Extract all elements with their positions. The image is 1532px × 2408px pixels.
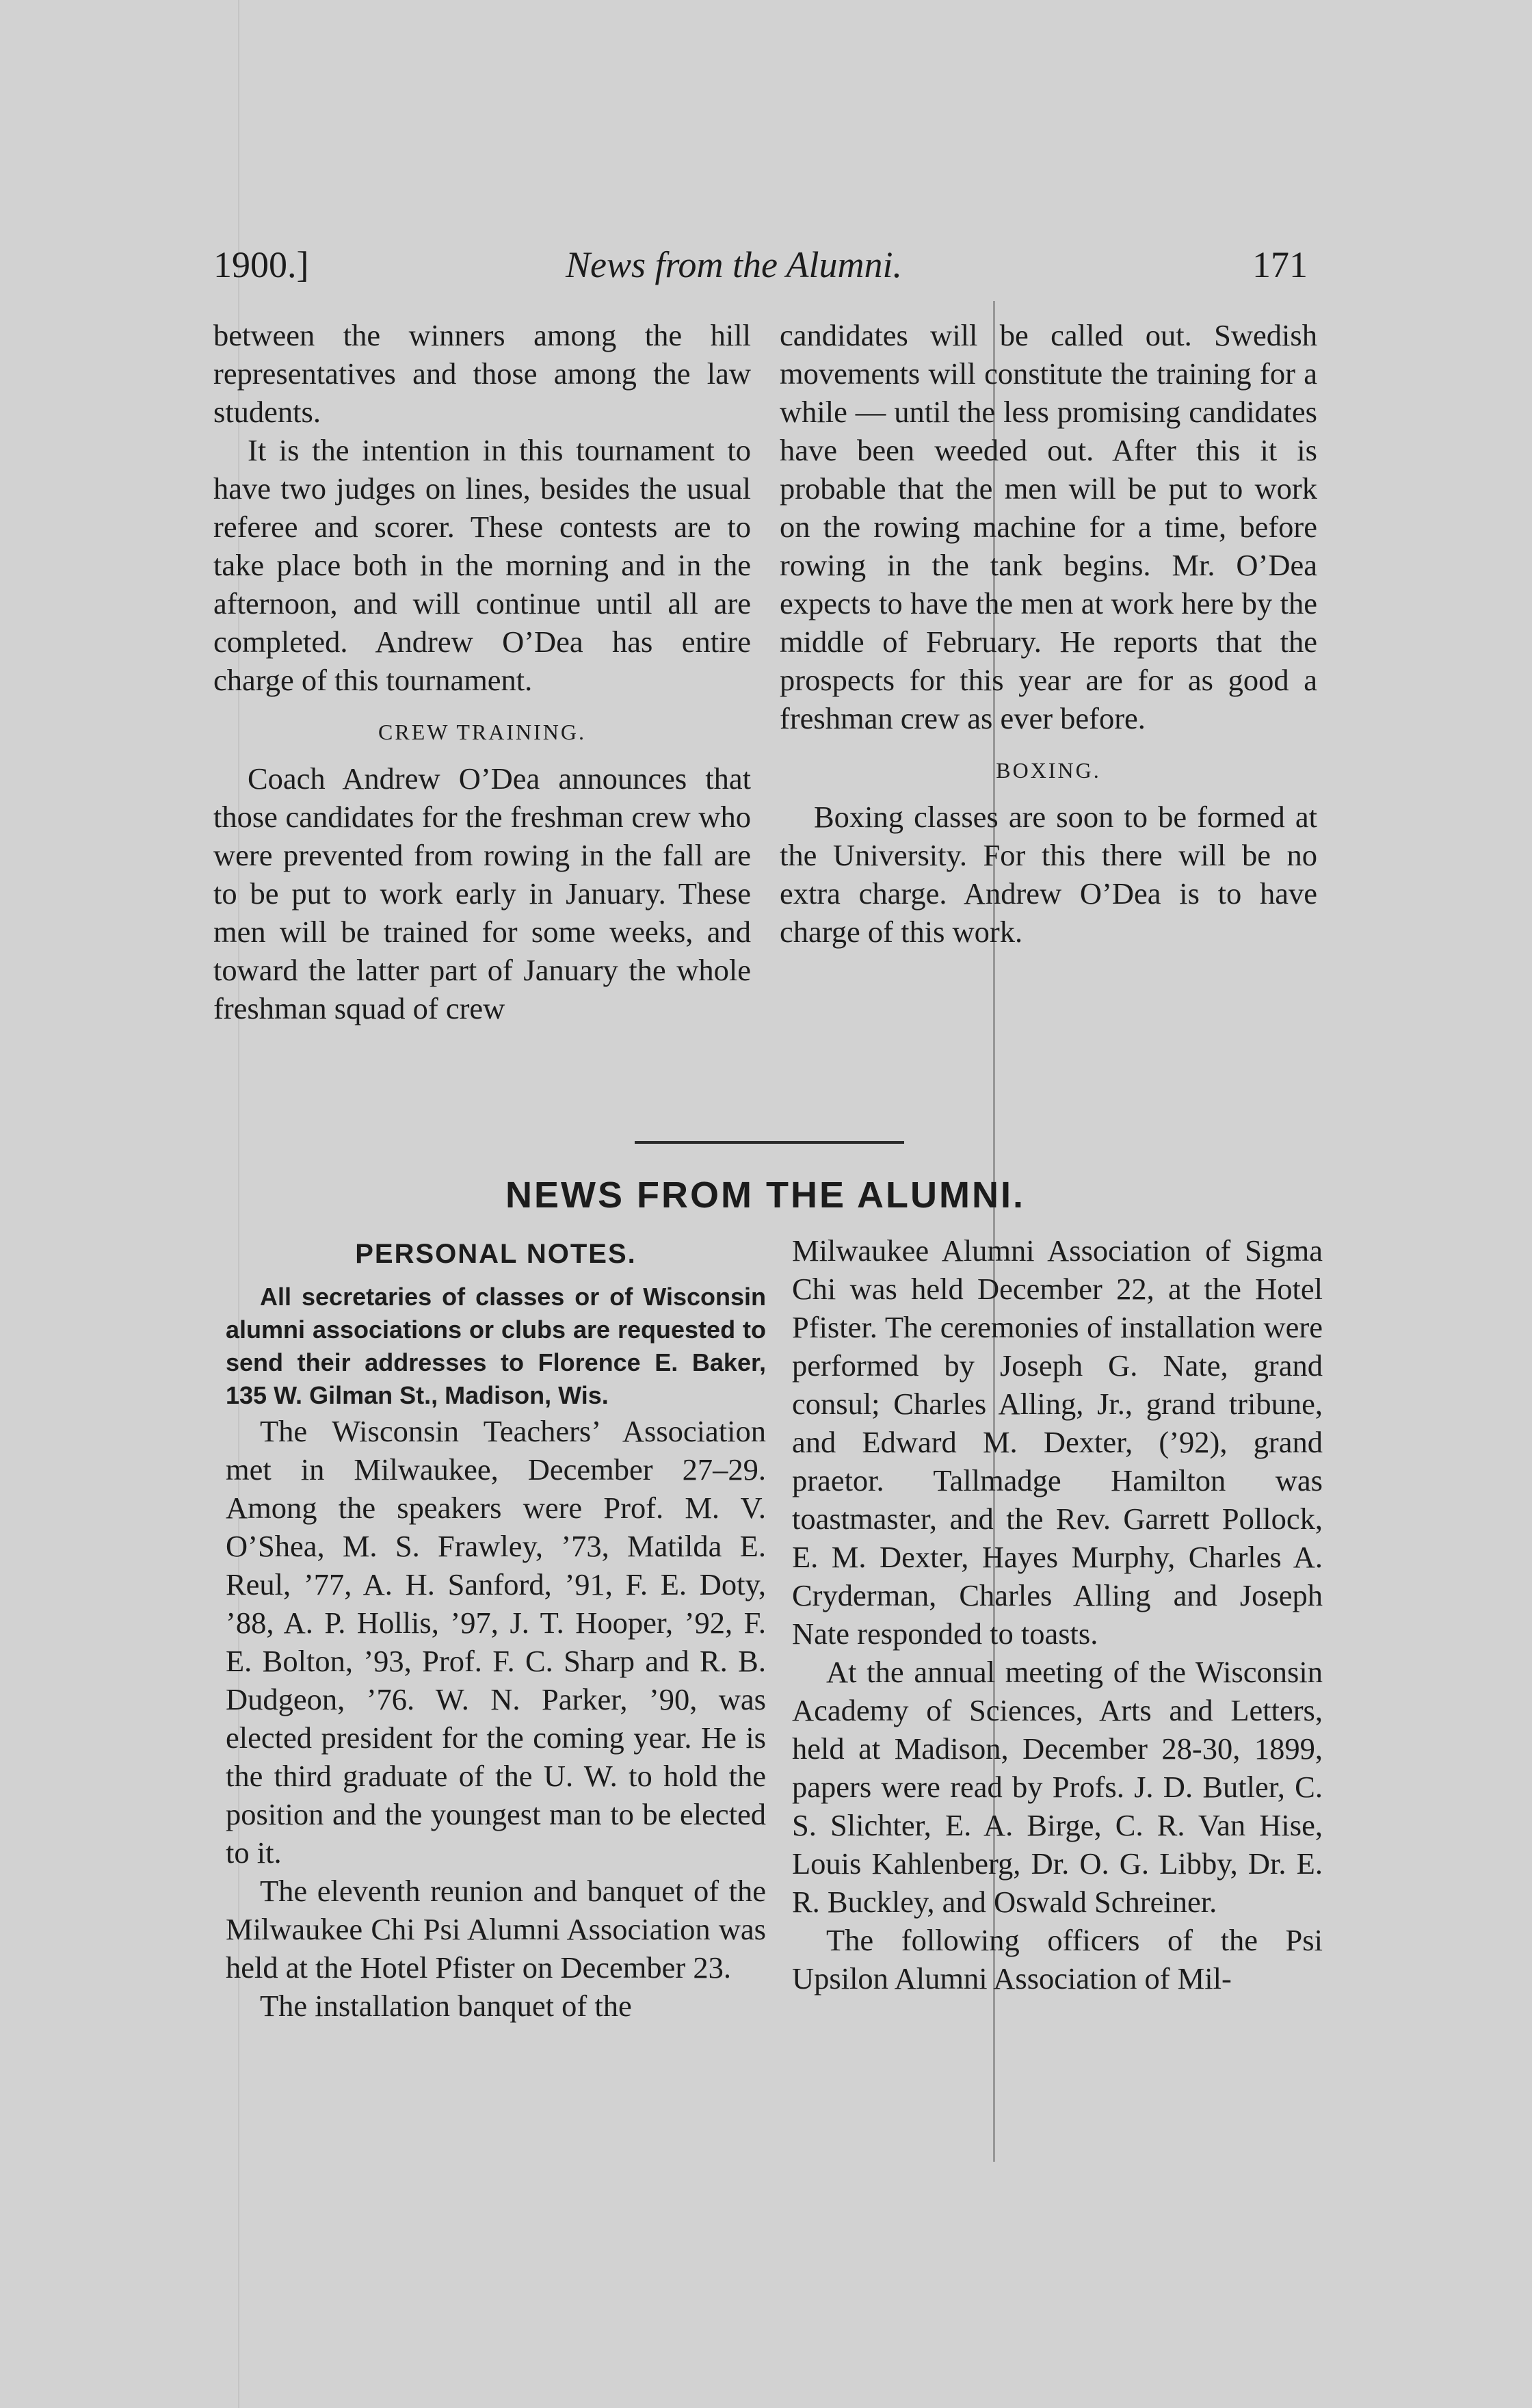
paragraph: Coach Andrew O’Dea announces that those candidates for the freshman crew who were prevented from rowing in the fall are to be put to work early in January. These men will be trained for some weeks, and toward the latter part of January the whole freshman squad of crew	[213, 761, 751, 1025]
bottom-left-column	[226, 1237, 766, 2025]
paragraph: The following officers of the Psi Upsilon Alumni Association of Mil-	[792, 1923, 1323, 1995]
personal-notes-heading: PERSONAL NOTES.	[355, 1239, 637, 1269]
page-number: 171	[1252, 244, 1308, 285]
paragraph: It is the intention in this tournament to have two judges on lines, besides the usual referee and scorer. These contests are to take place both in the morning and in the afternoon, and will continue until all are completed. Andrew O’Dea has entire charge of this tournament.	[213, 433, 751, 697]
bottom-right-column	[792, 1231, 1323, 1998]
paragraph: Milwaukee Alumni Association of Sigma Chi was held December 22, at the Hotel Pfister. The ceremonies of installation were performed by Joseph G. Nate, grand consul; Charles Alling, Jr., grand tribune, and Edward M. Dexter, (’92), grand praetor. Tallmadge Hamilton was toastmaster, and the Rev. Garrett Pollock, E. M. Dexter, Hayes Murphy, Charles A. Cryderman, Charles Alling and Joseph Nate responded to toasts.	[792, 1233, 1323, 1651]
paragraph: The eleventh reunion and banquet of the Milwaukee Chi Psi Alumni Association was held at the Hotel Pfister on December 23.	[226, 1874, 766, 1985]
paragraph: candidates will be called out. Swedish movements will constitute the training for a while — until the less promising candidates have been weeded out. After this it is probable that the men will be put to work on the rowing machine for a time, before rowing in the tank begins. Mr. O’Dea expects to have the men at work here by the middle of February. He reports that the prospects for this year are for as good a freshman crew as ever before.	[780, 318, 1317, 735]
paragraph: Boxing classes are soon to be formed at the University. For this there will be no extra charge. Andrew O’Dea is to have charge of this work.	[780, 800, 1317, 949]
top-left-column	[213, 316, 751, 1028]
paragraph: The Wisconsin Teachers’ Association met in Milwaukee, December 27–29. Among the speakers were Prof. M. V. O’Shea, M. S. Frawley, ’73, Matilda E. Reul, ’77, A. H. Sanford, ’91, F. E. Doty, ’88, A. P. Hollis, ’97, J. T. Hooper, ’92, F. E. Bolton, ’93, Prof. F. C. Sharp and R. B. Dudgeon, ’76. W. N. Parker, ’90, was elected president for the coming year. He is the third graduate of the U. W. to hold the position and the youngest man to be elected to it.	[226, 1414, 766, 1870]
header-title: News from the Alumni.	[566, 244, 903, 285]
paragraph: The installation banquet of the	[260, 1989, 632, 2023]
header-year: 1900.]	[213, 244, 309, 285]
section-divider	[635, 1141, 904, 1144]
paragraph: At the annual meeting of the Wisconsin Academy of Sciences, Arts and Letters, held at Madison, December 28-30, 1899, papers were read by Profs. J. D. Butler, C. S. Slichter, E. A. Birge, C. R. Van Hise, Louis Kahlenberg, Dr. O. G. Libby, Dr. E. R. Buckley, and Oswald Schreiner.	[792, 1655, 1323, 1919]
section-title: NEWS FROM THE ALUMNI.	[505, 1175, 1025, 1216]
secretaries-notice: All secretaries of classes or of Wisconsin alumni associations or clubs are requested to send their addresses to Florence E. Baker, 135 W. Gilman St., Madison, Wis.	[226, 1283, 766, 1409]
top-right-column	[780, 316, 1317, 951]
crew-training-heading: CREW TRAINING.	[378, 720, 586, 744]
boxing-heading: BOXING.	[996, 758, 1101, 783]
paragraph: between the winners among the hill representatives and those among the law students.	[213, 318, 751, 429]
running-header	[213, 244, 1308, 291]
